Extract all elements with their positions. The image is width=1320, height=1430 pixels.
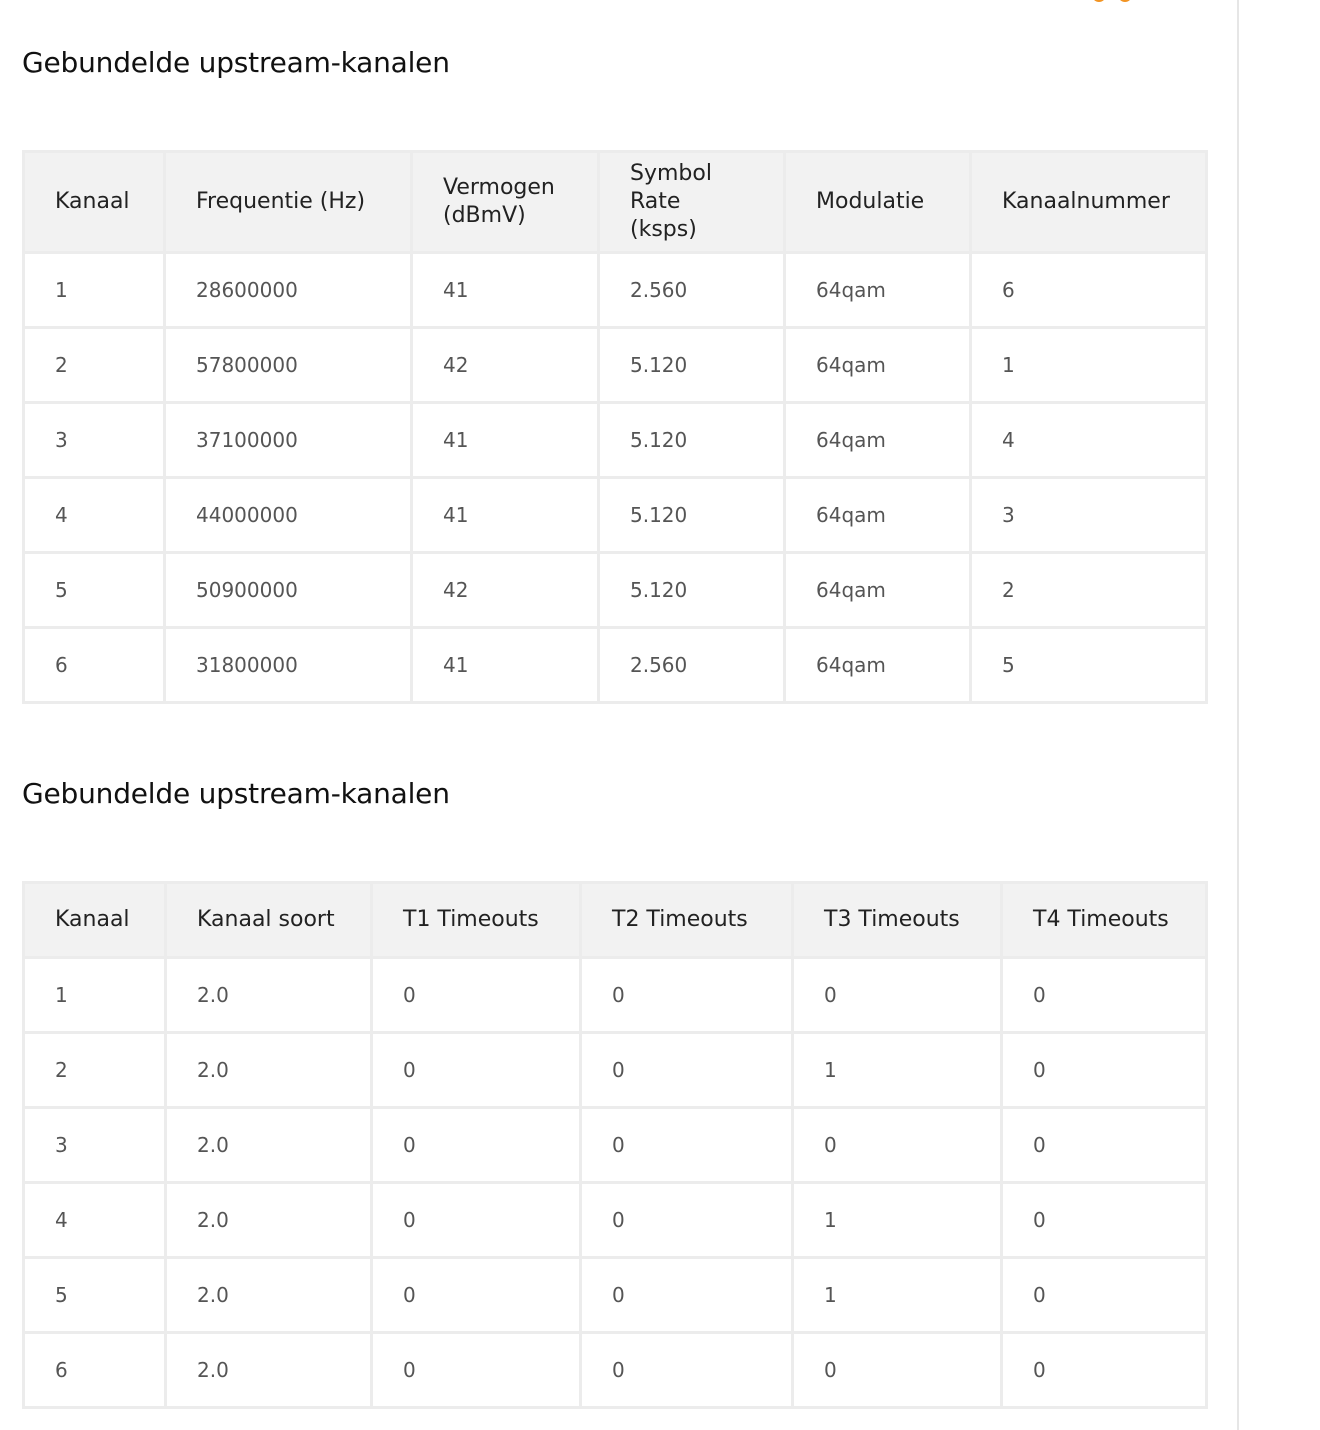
table-row (25, 1034, 1205, 1106)
table-cell: 6 (972, 254, 1205, 326)
table-cell: 0 (1003, 1184, 1205, 1256)
right-panel-divider (1237, 0, 1239, 1430)
table-cell: 5.120 (600, 404, 783, 476)
table-cell: 6 (25, 1334, 164, 1406)
table-cell: 0 (1003, 1034, 1205, 1106)
table-cell: 0 (794, 1334, 1000, 1406)
table-cell: 3 (25, 404, 163, 476)
table-cell: 0 (1003, 1109, 1205, 1181)
table-cell: 4 (25, 479, 163, 551)
table-cell: 64qam (786, 629, 969, 701)
table-cell: 5 (972, 629, 1205, 701)
table-cell: 31800000 (166, 629, 410, 701)
column-header: Modulatie (786, 153, 969, 251)
table-cell: 50900000 (166, 554, 410, 626)
table-cell: 0 (1003, 1259, 1205, 1331)
table-cell: 2.560 (600, 629, 783, 701)
upstream-channels-table (22, 150, 1208, 704)
table-row (25, 1334, 1205, 1406)
column-header: Kanaal (25, 153, 163, 251)
table-cell: 2 (25, 1034, 164, 1106)
table-cell: 0 (1003, 959, 1205, 1031)
table-cell: 2 (972, 554, 1205, 626)
table-row (25, 404, 1205, 476)
table-cell: 5.120 (600, 554, 783, 626)
table-cell: 1 (25, 254, 163, 326)
table-cell: 1 (972, 329, 1205, 401)
table-cell: 2 (25, 329, 163, 401)
section-title-upstream-timeouts: Gebundelde upstream-kanalen (22, 777, 450, 810)
table-cell: 2.0 (167, 1334, 370, 1406)
table-cell: 2.0 (167, 1259, 370, 1331)
table-cell: 44000000 (166, 479, 410, 551)
table-cell: 64qam (786, 254, 969, 326)
table-cell: 57800000 (166, 329, 410, 401)
table-cell: 64qam (786, 479, 969, 551)
table-cell: 41 (413, 404, 597, 476)
table-cell: 2.0 (167, 1034, 370, 1106)
table-cell: 0 (582, 959, 791, 1031)
table-cell: 0 (373, 1034, 579, 1106)
column-header: Vermogen (dBmV) (413, 153, 597, 251)
table-cell: 4 (25, 1184, 164, 1256)
table-cell: 0 (794, 1109, 1000, 1181)
table-cell: 2.0 (167, 1109, 370, 1181)
table-cell: 0 (582, 1184, 791, 1256)
column-header: T2 Timeouts (582, 884, 791, 956)
table-cell: 0 (373, 1109, 579, 1181)
column-header: Kanaal soort (167, 884, 370, 956)
column-header: T1 Timeouts (373, 884, 579, 956)
upstream-timeouts-table (22, 881, 1208, 1409)
table-row (25, 1184, 1205, 1256)
table-cell: 5 (25, 1259, 164, 1331)
table-cell: 42 (413, 554, 597, 626)
table-row (25, 1259, 1205, 1331)
table-cell: 0 (1003, 1334, 1205, 1406)
table-row (25, 554, 1205, 626)
table-cell: 64qam (786, 329, 969, 401)
table-cell: 28600000 (166, 254, 410, 326)
table-row (25, 479, 1205, 551)
table-cell: 5.120 (600, 479, 783, 551)
table-row (25, 1109, 1205, 1181)
column-header: Symbol Rate (ksps) (600, 153, 783, 251)
table-cell: 0 (582, 1034, 791, 1106)
section-title-upstream-channels: Gebundelde upstream-kanalen (22, 46, 450, 79)
table-cell: 37100000 (166, 404, 410, 476)
table-row (25, 329, 1205, 401)
table-header-row (25, 153, 1205, 251)
table-cell: 5.120 (600, 329, 783, 401)
table-cell: 0 (582, 1259, 791, 1331)
table-cell: 4 (972, 404, 1205, 476)
table-header-row (25, 884, 1205, 956)
column-header: Kanaalnummer (972, 153, 1205, 251)
column-header: T4 Timeouts (1003, 884, 1205, 956)
table-cell: 0 (373, 1334, 579, 1406)
table-cell: 0 (582, 1334, 791, 1406)
table-cell: 6 (25, 629, 163, 701)
table-row (25, 629, 1205, 701)
table-cell: 2.0 (167, 1184, 370, 1256)
table-cell: 41 (413, 629, 597, 701)
table-cell: 3 (972, 479, 1205, 551)
table-cell: 5 (25, 554, 163, 626)
table-cell: 0 (794, 959, 1000, 1031)
table-cell: 2.560 (600, 254, 783, 326)
column-header: Frequentie (Hz) (166, 153, 410, 251)
table-cell: 1 (794, 1184, 1000, 1256)
column-header: T3 Timeouts (794, 884, 1000, 956)
table-row (25, 959, 1205, 1031)
table-cell: 1 (25, 959, 164, 1031)
table-cell: 41 (413, 254, 597, 326)
table-cell: 64qam (786, 404, 969, 476)
brand-dot (1118, 0, 1132, 2)
table-cell: 0 (582, 1109, 791, 1181)
table-cell: 1 (794, 1259, 1000, 1331)
table-cell: 2.0 (167, 959, 370, 1031)
brand-dot (1092, 0, 1106, 2)
table-cell: 41 (413, 479, 597, 551)
table-cell: 0 (373, 959, 579, 1031)
table-cell: 0 (373, 1259, 579, 1331)
table-cell: 1 (794, 1034, 1000, 1106)
table-cell: 42 (413, 329, 597, 401)
table-cell: 0 (373, 1184, 579, 1256)
table-cell: 3 (25, 1109, 164, 1181)
column-header: Kanaal (25, 884, 164, 956)
brand-dots-decoration (1092, 0, 1132, 2)
table-cell: 64qam (786, 554, 969, 626)
table-row (25, 254, 1205, 326)
